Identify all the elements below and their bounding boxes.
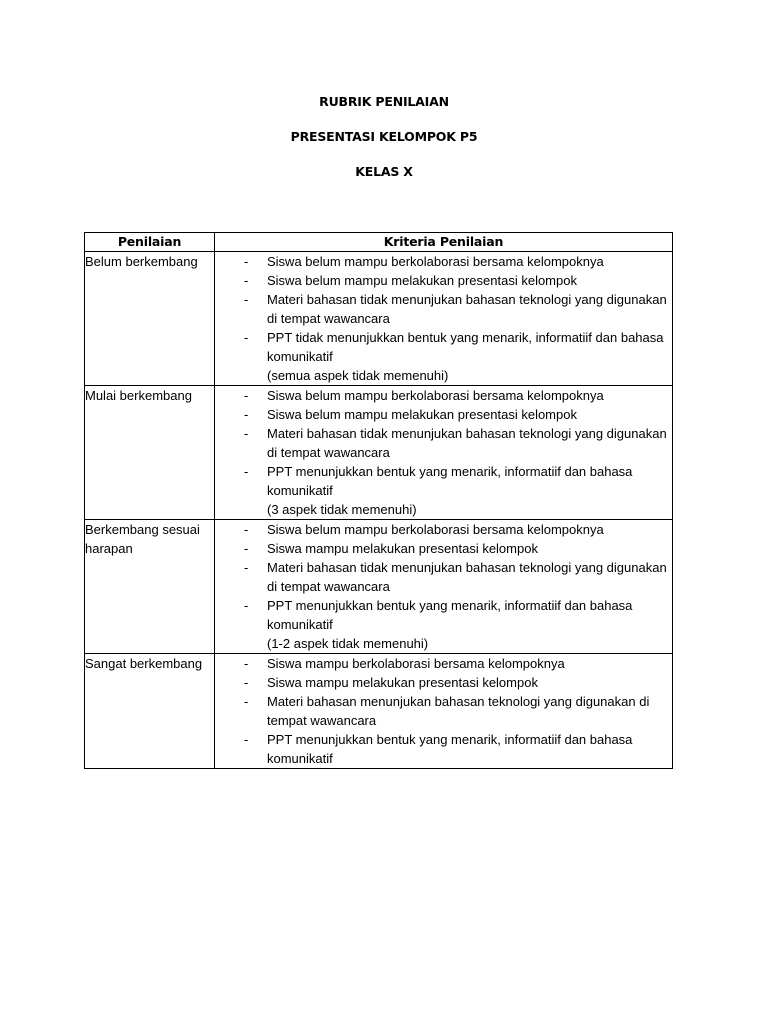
criteria-text: Materi bahasan tidak menunjukan bahasan teknologi yang digunakan di tempat wawancara (267, 292, 667, 326)
criteria-note: (semua aspek tidak memenuhi) (267, 368, 449, 383)
criteria-item (215, 290, 672, 328)
criteria-note: (3 aspek tidak memenuhi) (267, 502, 417, 517)
document-subtitle: PRESENTASI KELOMPOK P5 (290, 129, 478, 144)
dash-bullet-icon: - (244, 732, 249, 747)
dash-bullet-icon: - (244, 254, 249, 269)
assessment-level: Belum berkembang (85, 252, 215, 386)
criteria-item (215, 328, 672, 366)
criteria-item (215, 405, 672, 424)
criteria-text: Siswa belum mampu berkolaborasi bersama kelompoknya (267, 254, 604, 269)
criteria-text: Materi bahasan tidak menunjukan bahasan teknologi yang digunakan di tempat wawancara (267, 560, 667, 594)
criteria-list (215, 520, 672, 634)
criteria-text: PPT menunjukkan bentuk yang menarik, informatiif dan bahasa komunikatif (267, 732, 633, 766)
criteria-text: Siswa mampu melakukan presentasi kelompok (267, 541, 538, 556)
criteria-item (215, 558, 672, 596)
dash-bullet-icon: - (244, 388, 249, 403)
assessment-level: Mulai berkembang (85, 386, 215, 520)
dash-bullet-icon: - (244, 273, 249, 288)
column-header-penilaian: Penilaian (85, 233, 215, 252)
dash-bullet-icon: - (244, 656, 249, 671)
criteria-text: PPT menunjukkan bentuk yang menarik, informatiif dan bahasa komunikatif (267, 598, 633, 632)
dash-bullet-icon: - (244, 560, 249, 575)
table-row (85, 252, 673, 386)
criteria-item (215, 596, 672, 634)
criteria-cell (215, 520, 673, 654)
table-row (85, 654, 673, 769)
criteria-item (215, 424, 672, 462)
criteria-text: Materi bahasan menunjukan bahasan teknologi yang digunakan di tempat wawancara (267, 694, 650, 728)
dash-bullet-icon: - (244, 541, 249, 556)
criteria-text: Siswa mampu melakukan presentasi kelompok (267, 675, 538, 690)
assessment-level: Berkembang sesuai harapan (85, 520, 215, 654)
criteria-list (215, 654, 672, 768)
criteria-text: PPT menunjukkan bentuk yang menarik, informatiif dan bahasa komunikatif (267, 464, 633, 498)
criteria-note: (1-2 aspek tidak memenuhi) (267, 636, 429, 651)
criteria-text: Siswa belum mampu melakukan presentasi kelompok (267, 273, 577, 288)
rubric-table (84, 232, 673, 769)
criteria-list (215, 252, 672, 366)
column-header-kriteria: Kriteria Penilaian (215, 233, 673, 252)
criteria-text: Siswa belum mampu melakukan presentasi kelompok (267, 407, 577, 422)
criteria-text: Materi bahasan tidak menunjukan bahasan teknologi yang digunakan di tempat wawancara (267, 426, 667, 460)
criteria-item (215, 271, 672, 290)
criteria-cell (215, 252, 673, 386)
dash-bullet-icon: - (244, 522, 249, 537)
table-row (85, 520, 673, 654)
criteria-cell (215, 654, 673, 769)
criteria-item (215, 462, 672, 500)
document-title-block (0, 94, 768, 199)
criteria-item (215, 730, 672, 768)
criteria-item (215, 386, 672, 405)
criteria-list (215, 386, 672, 500)
criteria-item (215, 520, 672, 539)
criteria-text: Siswa belum mampu berkolaborasi bersama kelompoknya (267, 522, 604, 537)
dash-bullet-icon: - (244, 598, 249, 613)
document-title: RUBRIK PENILAIAN (319, 94, 449, 109)
table-header-row (85, 233, 673, 252)
dash-bullet-icon: - (244, 694, 249, 709)
criteria-text: PPT tidak menunjukkan bentuk yang menarik, informatiif dan bahasa komunikatif (267, 330, 664, 364)
criteria-item (215, 673, 672, 692)
criteria-item (215, 654, 672, 673)
criteria-item (215, 692, 672, 730)
dash-bullet-icon: - (244, 330, 249, 345)
dash-bullet-icon: - (244, 426, 249, 441)
criteria-cell (215, 386, 673, 520)
criteria-item (215, 252, 672, 271)
assessment-level: Sangat berkembang (85, 654, 215, 769)
document-class-label: KELAS X (355, 164, 413, 179)
dash-bullet-icon: - (244, 464, 249, 479)
dash-bullet-icon: - (244, 292, 249, 307)
dash-bullet-icon: - (244, 675, 249, 690)
rubric-table-body (85, 252, 673, 769)
criteria-text: Siswa mampu berkolaborasi bersama kelompoknya (267, 656, 565, 671)
criteria-text: Siswa belum mampu berkolaborasi bersama kelompoknya (267, 388, 604, 403)
criteria-item (215, 539, 672, 558)
table-row (85, 386, 673, 520)
dash-bullet-icon: - (244, 407, 249, 422)
